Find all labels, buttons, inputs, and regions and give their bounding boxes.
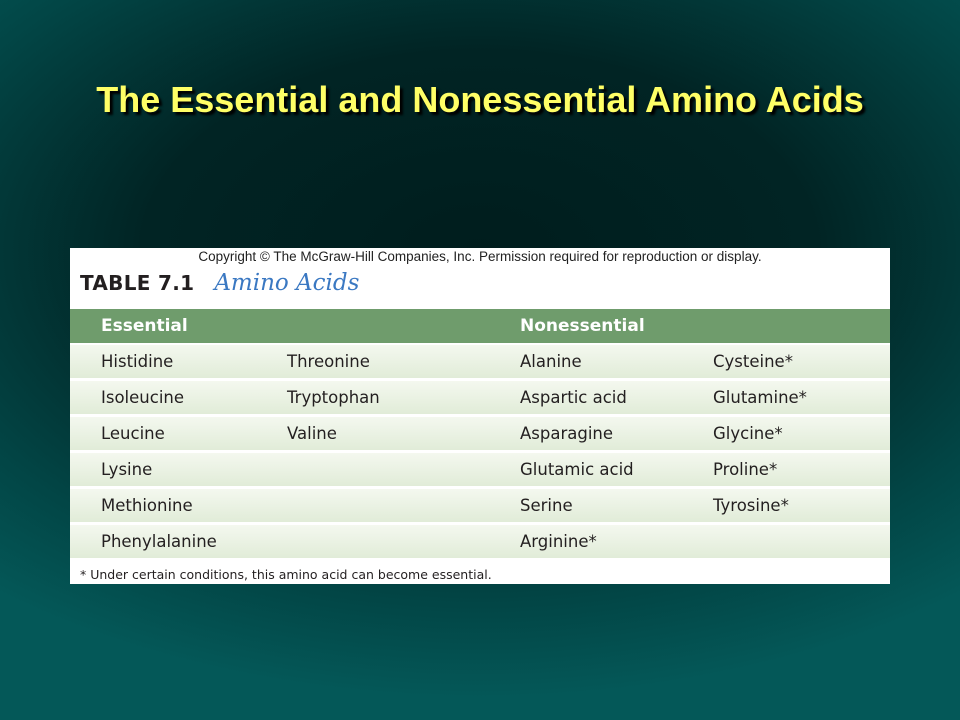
essential-cell: Tryptophan (287, 388, 380, 407)
table-row (70, 381, 890, 414)
slide-title: The Essential and Nonessential Amino Acids (96, 79, 864, 120)
table-row (70, 525, 890, 558)
table-title: Amino Acids (214, 270, 360, 296)
essential-cell: Threonine (287, 352, 370, 371)
amino-acids-table-figure (70, 248, 890, 584)
table-row (70, 417, 890, 450)
table-number: TABLE 7.1 (80, 271, 195, 295)
essential-cell: Valine (287, 424, 337, 443)
table-caption (80, 270, 359, 304)
essential-cell: Lysine (101, 460, 153, 479)
nonessential-cell: Glutamine* (713, 388, 807, 407)
header-nonessential: Nonessential (520, 316, 645, 336)
table-header-row (70, 309, 890, 343)
table-footnote: * Under certain conditions, this amino acid can become essential. (80, 567, 492, 582)
nonessential-cell: Asparagine (520, 424, 614, 443)
essential-cell: Phenylalanine (101, 532, 217, 551)
nonessential-cell: Arginine* (520, 532, 597, 551)
table-row (70, 453, 890, 486)
header-essential: Essential (101, 316, 188, 336)
nonessential-cell: Cysteine* (713, 352, 793, 371)
nonessential-cell: Glycine* (713, 424, 783, 443)
essential-cell: Isoleucine (101, 388, 185, 407)
nonessential-cell: Aspartic acid (520, 388, 627, 407)
nonessential-cell: Tyrosine* (713, 496, 789, 515)
essential-cell: Leucine (101, 424, 165, 443)
table-row (70, 489, 890, 522)
nonessential-cell: Proline* (713, 460, 778, 479)
nonessential-cell: Serine (520, 496, 573, 515)
nonessential-cell: Alanine (520, 352, 582, 371)
essential-cell: Histidine (101, 352, 174, 371)
nonessential-cell: Glutamic acid (520, 460, 634, 479)
essential-cell: Methionine (101, 496, 193, 515)
table-row (70, 345, 890, 378)
copyright-notice: Copyright © The McGraw-Hill Companies, Inc. Permission required for reproduction or display. (198, 249, 762, 264)
